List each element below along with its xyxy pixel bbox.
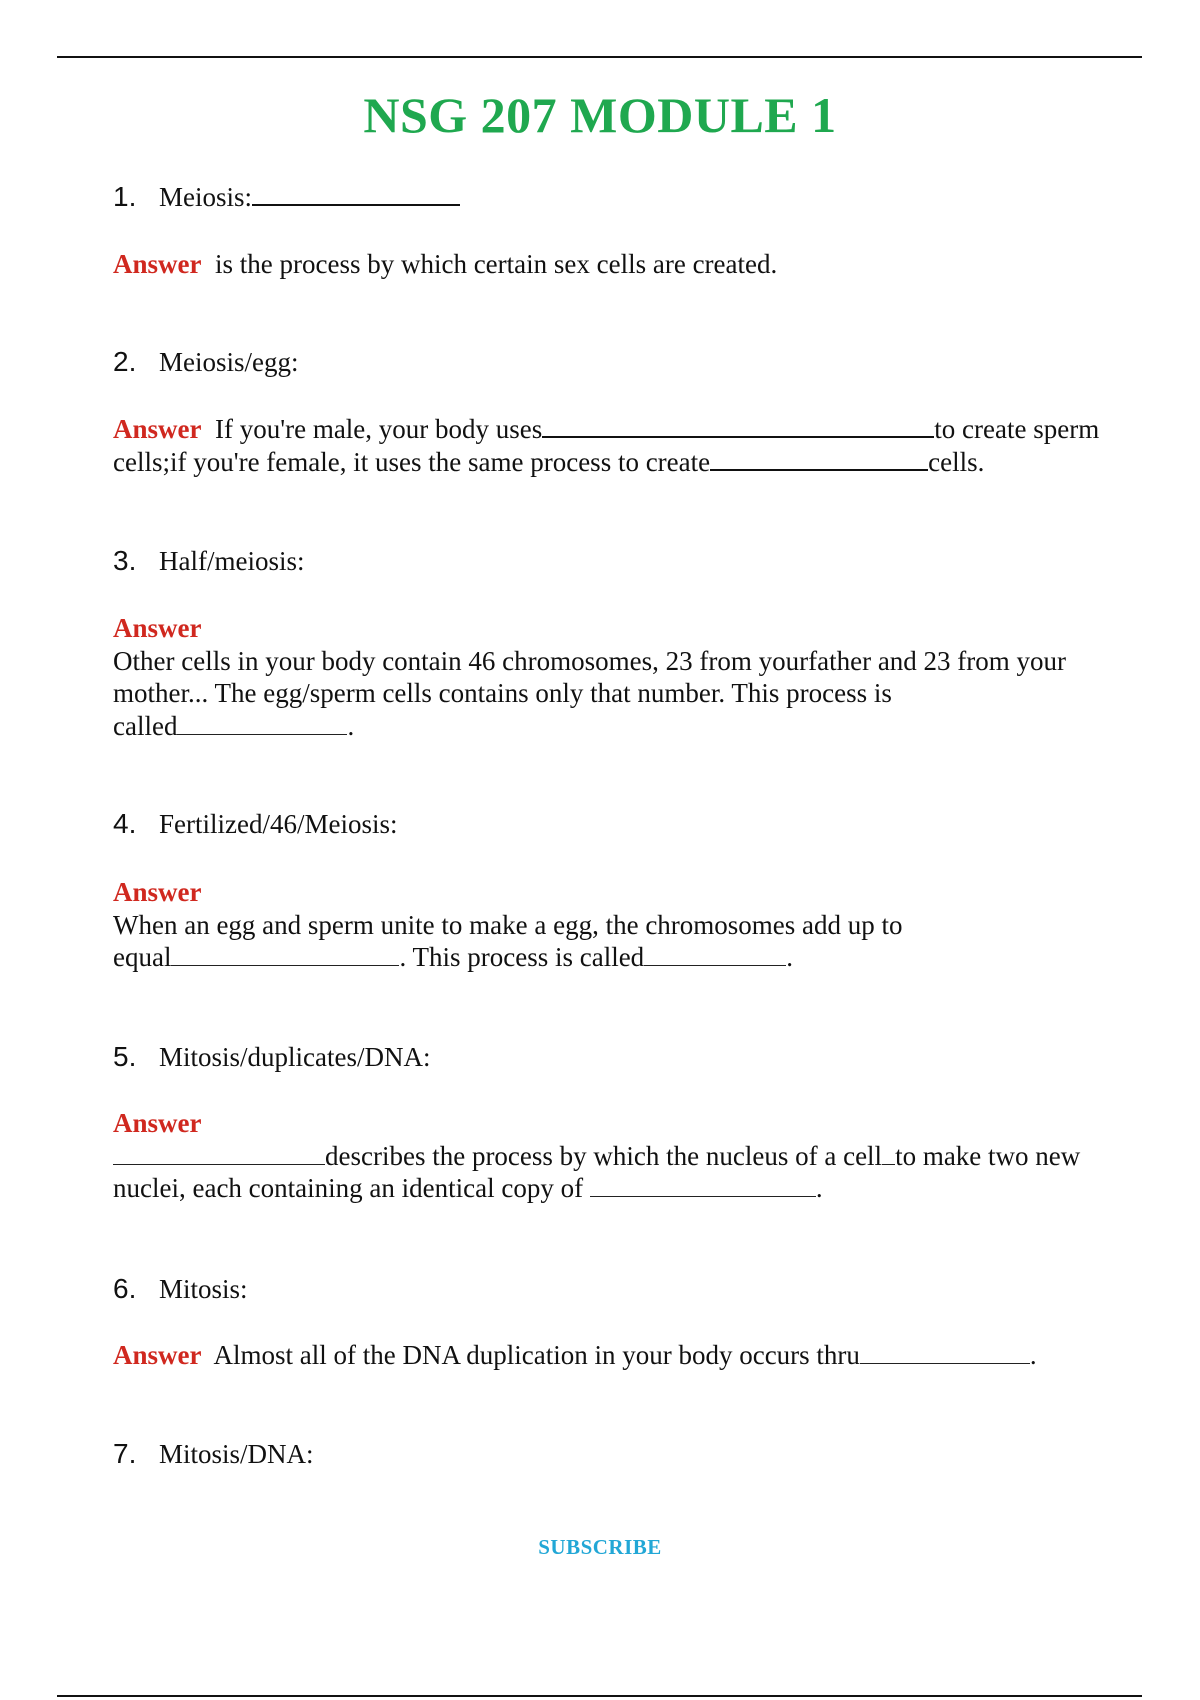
question-number: 3. (113, 545, 137, 576)
answer-text: When an egg and sperm unite to make a egg, the chromosomes add up to (113, 909, 903, 940)
answer-label: Answer (113, 613, 202, 643)
answer-text: equal (113, 942, 172, 972)
question-text: Mitosis: (159, 1274, 248, 1304)
question-number: 7. (113, 1438, 137, 1469)
question-5 (113, 1041, 431, 1073)
top-rule (57, 56, 1142, 58)
question-7 (113, 1438, 314, 1470)
question-4 (113, 808, 397, 840)
answer-blank (644, 943, 786, 966)
answer-blank (542, 414, 934, 438)
question-1 (113, 181, 460, 213)
answer-blank (177, 712, 347, 735)
answer-text: cells;if you're female, it uses the same process to create (113, 446, 711, 477)
question-text: Meiosis: (159, 182, 253, 212)
answer-blank (252, 182, 460, 206)
question-number: 4. (113, 808, 137, 839)
answer-text: to create sperm (934, 414, 1100, 444)
answer-blank (590, 1174, 816, 1197)
answer-label: Answer (113, 877, 202, 907)
answer-3 (113, 612, 1143, 742)
question-text: Mitosis/duplicates/DNA: (159, 1042, 431, 1072)
question-2 (113, 346, 299, 378)
answer-5 (113, 1107, 1143, 1205)
answer-label: Answer (113, 1108, 202, 1138)
answer-label: Answer (113, 414, 202, 444)
answer-text: cells. (928, 446, 985, 477)
answer-text: . (815, 1173, 823, 1203)
question-number: 5. (113, 1041, 137, 1072)
answer-blank (860, 1341, 1030, 1364)
answer-blank (113, 1142, 325, 1165)
question-text: Fertilized/46/Meiosis: (159, 809, 398, 839)
answer-2 (113, 413, 1143, 478)
answer-text: is the process by which certain sex cells are created. (215, 249, 778, 279)
answer-text: . (1029, 1340, 1037, 1370)
question-number: 6. (113, 1273, 137, 1304)
answer-label: Answer (113, 1340, 202, 1370)
answer-text: describes the process by which the nucleus of a cell (325, 1140, 883, 1171)
answer-4 (113, 876, 1143, 974)
page-title: NSG 207 MODULE 1 (363, 87, 837, 143)
question-6 (113, 1273, 248, 1305)
answer-text: . (786, 942, 793, 972)
question-3 (113, 545, 304, 577)
answer-6 (113, 1339, 1143, 1372)
answer-blank (882, 1142, 895, 1165)
answer-blank (171, 943, 399, 966)
answer-text: Almost all of the DNA duplication in your body occurs thru (213, 1340, 860, 1370)
bottom-rule (57, 1695, 1142, 1697)
answer-text: If you're male, your body uses (215, 414, 543, 444)
answer-text: nuclei, each containing an identical copy of (113, 1173, 584, 1203)
question-text: Half/meiosis: (159, 546, 305, 576)
question-number: 1. (113, 181, 137, 212)
answer-text: to make two new (895, 1140, 1081, 1171)
question-text: Mitosis/DNA: (159, 1439, 314, 1469)
question-text: Meiosis/egg: (159, 347, 299, 377)
subscribe-link[interactable]: SUBSCRIBE (538, 1535, 662, 1559)
answer-text: . This process is called (399, 942, 645, 972)
answer-blank (710, 447, 928, 471)
answer-text: called (113, 710, 178, 741)
answer-text: . (347, 710, 355, 741)
answer-text: Other cells in your body contain 46 chromosomes, 23 from yourfather and 23 from your (113, 645, 1067, 676)
answer-text: mother... The egg/sperm cells contains only that number. This process is (113, 678, 892, 708)
answer-label: Answer (113, 249, 202, 279)
question-number: 2. (113, 346, 137, 377)
answer-1 (113, 248, 1143, 281)
